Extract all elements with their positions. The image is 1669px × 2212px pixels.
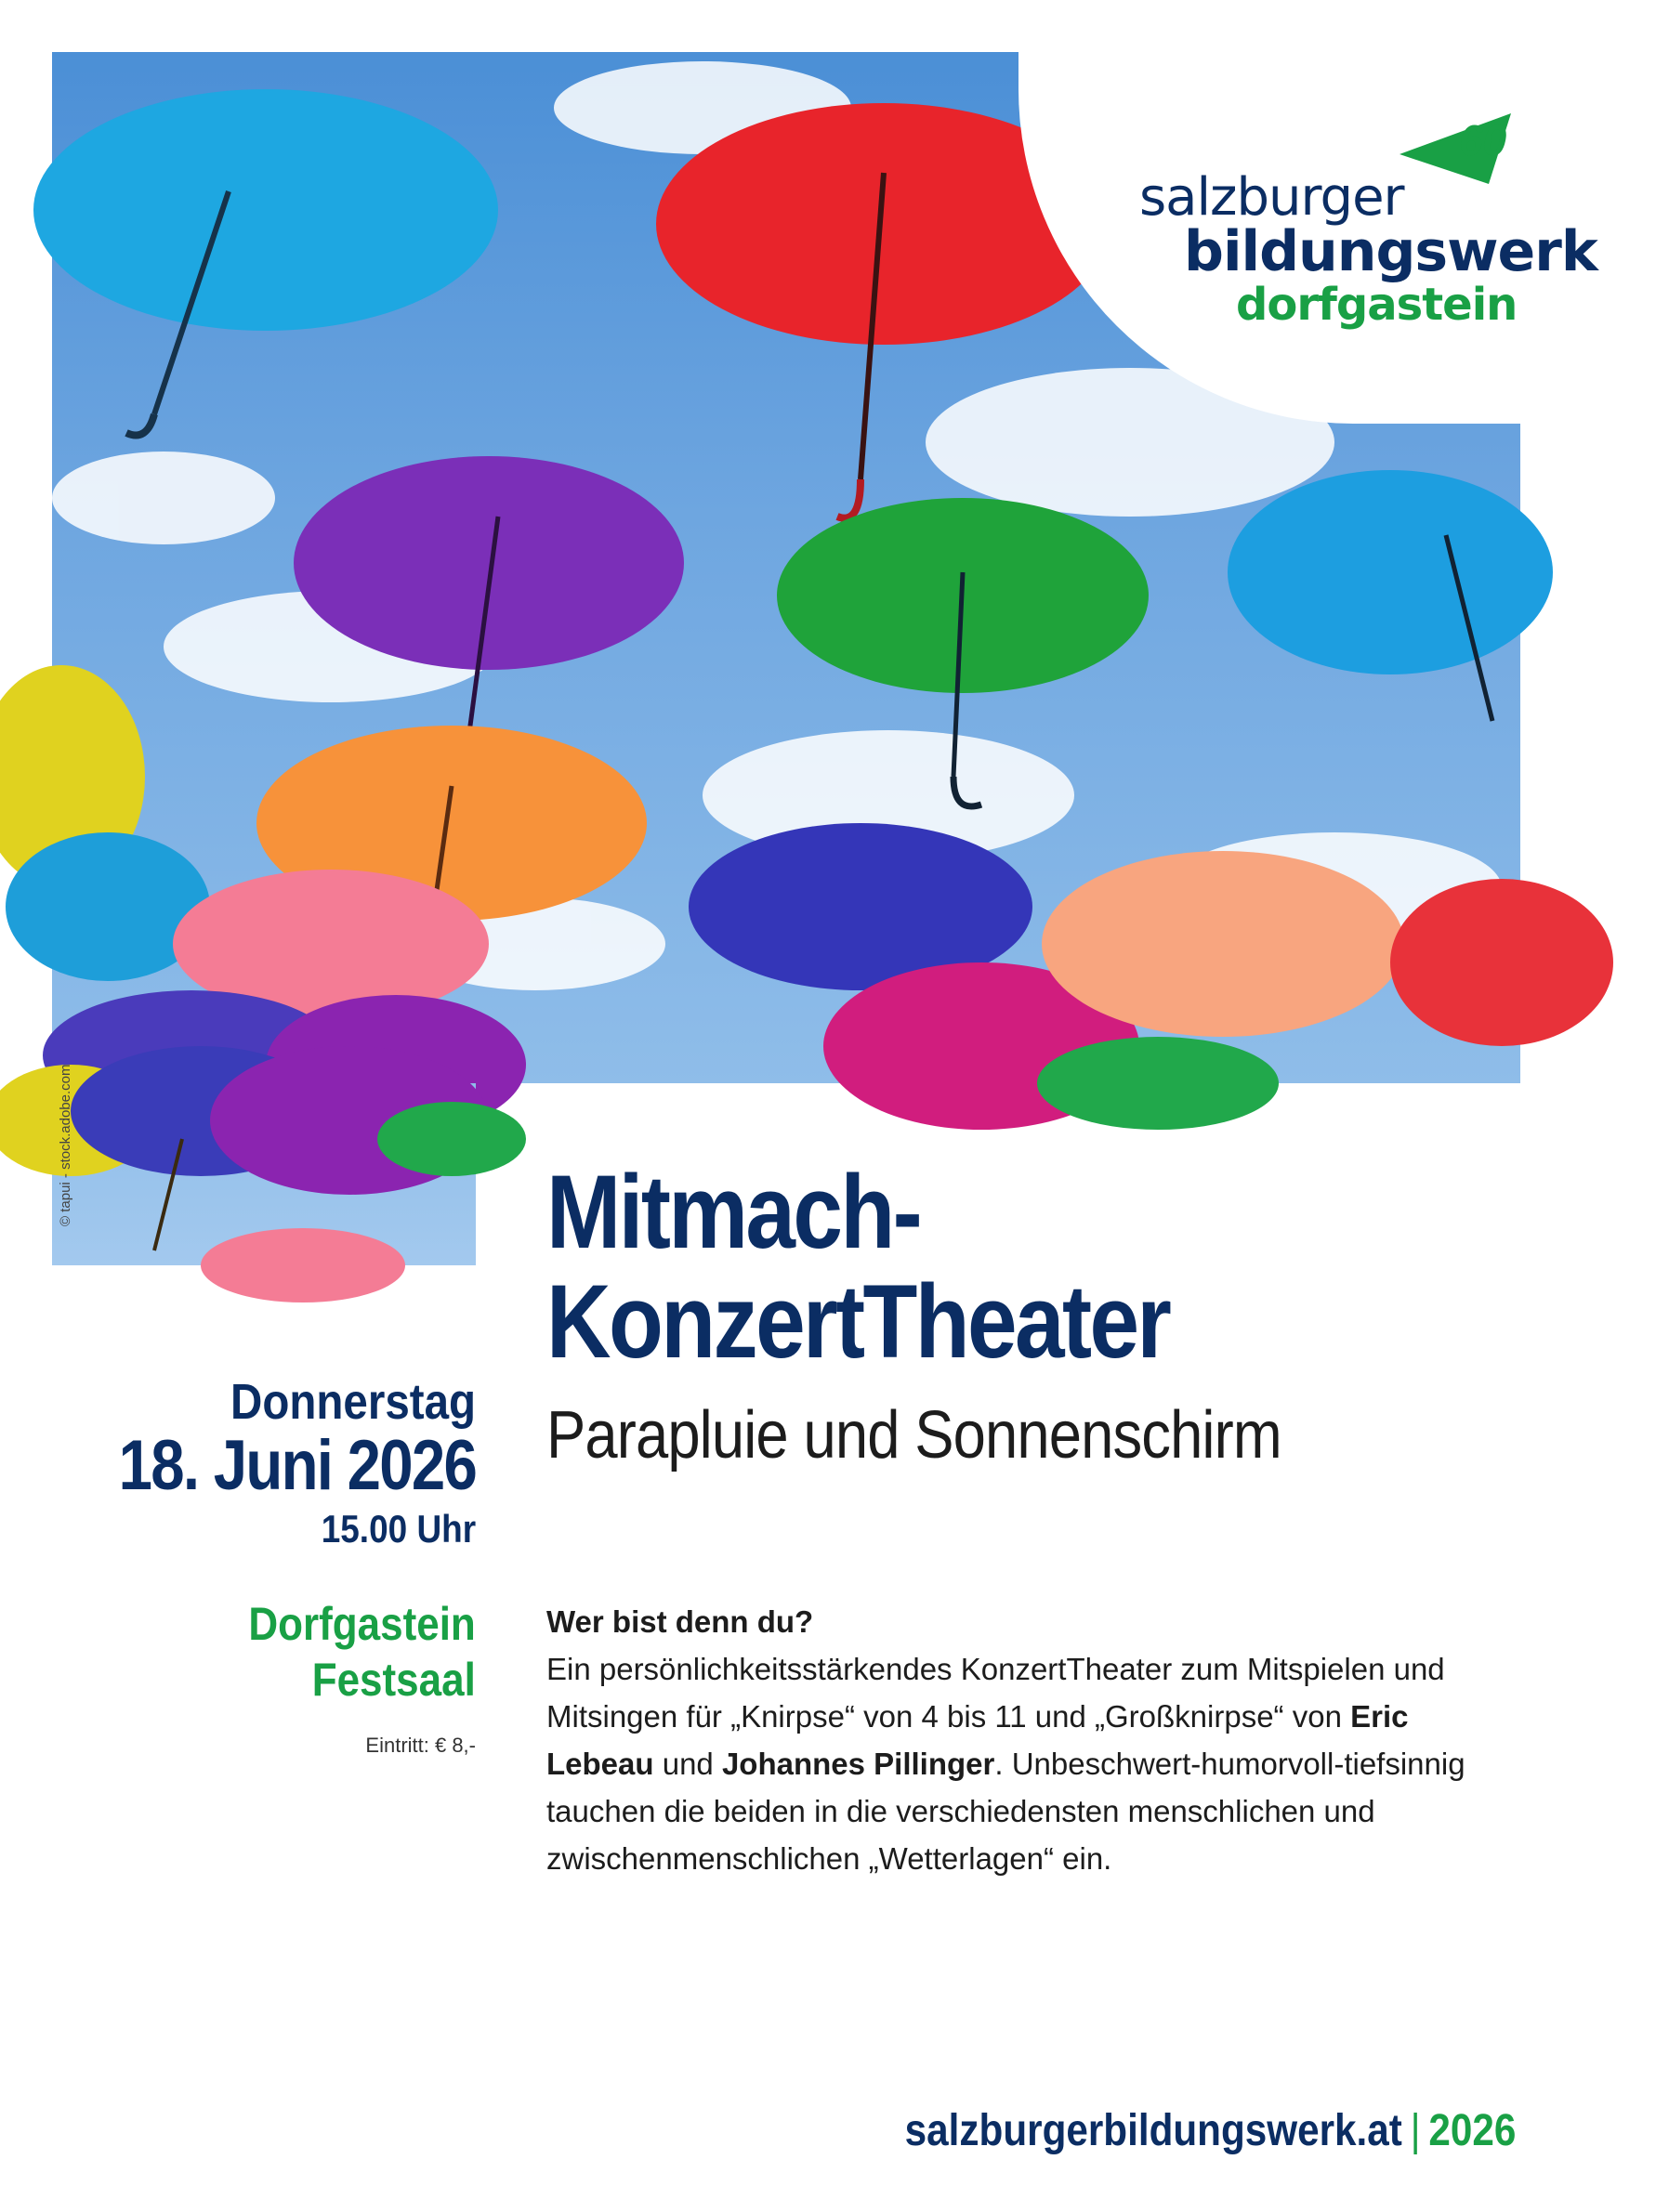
event-fee: Eintritt: € 8,-: [365, 1734, 476, 1757]
footer-year: 2026: [1428, 2106, 1516, 2155]
artist-1: Eric Lebeau: [546, 1699, 1409, 1781]
photo-credit: © tapui - stock.adobe.com: [58, 1064, 73, 1226]
event-subtitle: Parapluie und Sonnenschirm: [546, 1398, 1281, 1472]
logo-line-dorfgastein: dorfgastein: [1236, 279, 1518, 331]
description-text-1: Ein persönlichkeitsstärkendes KonzertTheater zum Mitspielen und Mitsingen für „Knirpse“ von 4 bis 11 und „Großknirpse“ von: [546, 1652, 1445, 1734]
event-weekday: Donnerstag: [230, 1374, 476, 1430]
event-description: [546, 1598, 1485, 1882]
event-venue: [249, 1596, 476, 1708]
logo-line-salzburger: salzburger: [1139, 167, 1404, 228]
footer-url[interactable]: salzburgerbildungswerk.at: [904, 2106, 1402, 2155]
organization-logo: [1139, 113, 1597, 346]
logo-line-bildungswerk: bildungswerk: [1184, 219, 1597, 284]
title-line-2: KonzertTheater: [546, 1263, 1170, 1380]
event-title: [546, 1154, 1346, 1380]
description-text-2: . Unbeschwert-humorvoll-tiefsinnig tauchen die beiden in die verschiedensten menschlichen und zwischenmenschlichen „Wetterlagen“ ein.: [546, 1747, 1465, 1876]
event-time: 15.00 Uhr: [321, 1507, 476, 1551]
artist-2: Johannes Pillinger: [721, 1747, 995, 1781]
event-date: 18. Juni 2026: [118, 1426, 476, 1505]
description-body: [546, 1645, 1485, 1882]
venue-line-1: Dorfgastein: [248, 1598, 476, 1650]
logo-badge-number: 60: [1459, 116, 1507, 164]
umbrella-illustration-lower: [52, 1083, 476, 1265]
umbrella-photo-lower: [52, 1083, 476, 1265]
footer: [904, 2105, 1516, 2156]
description-and: und: [653, 1747, 722, 1781]
footer-separator: |: [1410, 2106, 1421, 2155]
umbrella-photo: [52, 52, 1597, 1083]
title-line-1: Mitmach-: [546, 1154, 921, 1270]
venue-line-2: Festsaal: [311, 1654, 476, 1706]
description-lead: Wer bist denn du?: [546, 1604, 814, 1639]
